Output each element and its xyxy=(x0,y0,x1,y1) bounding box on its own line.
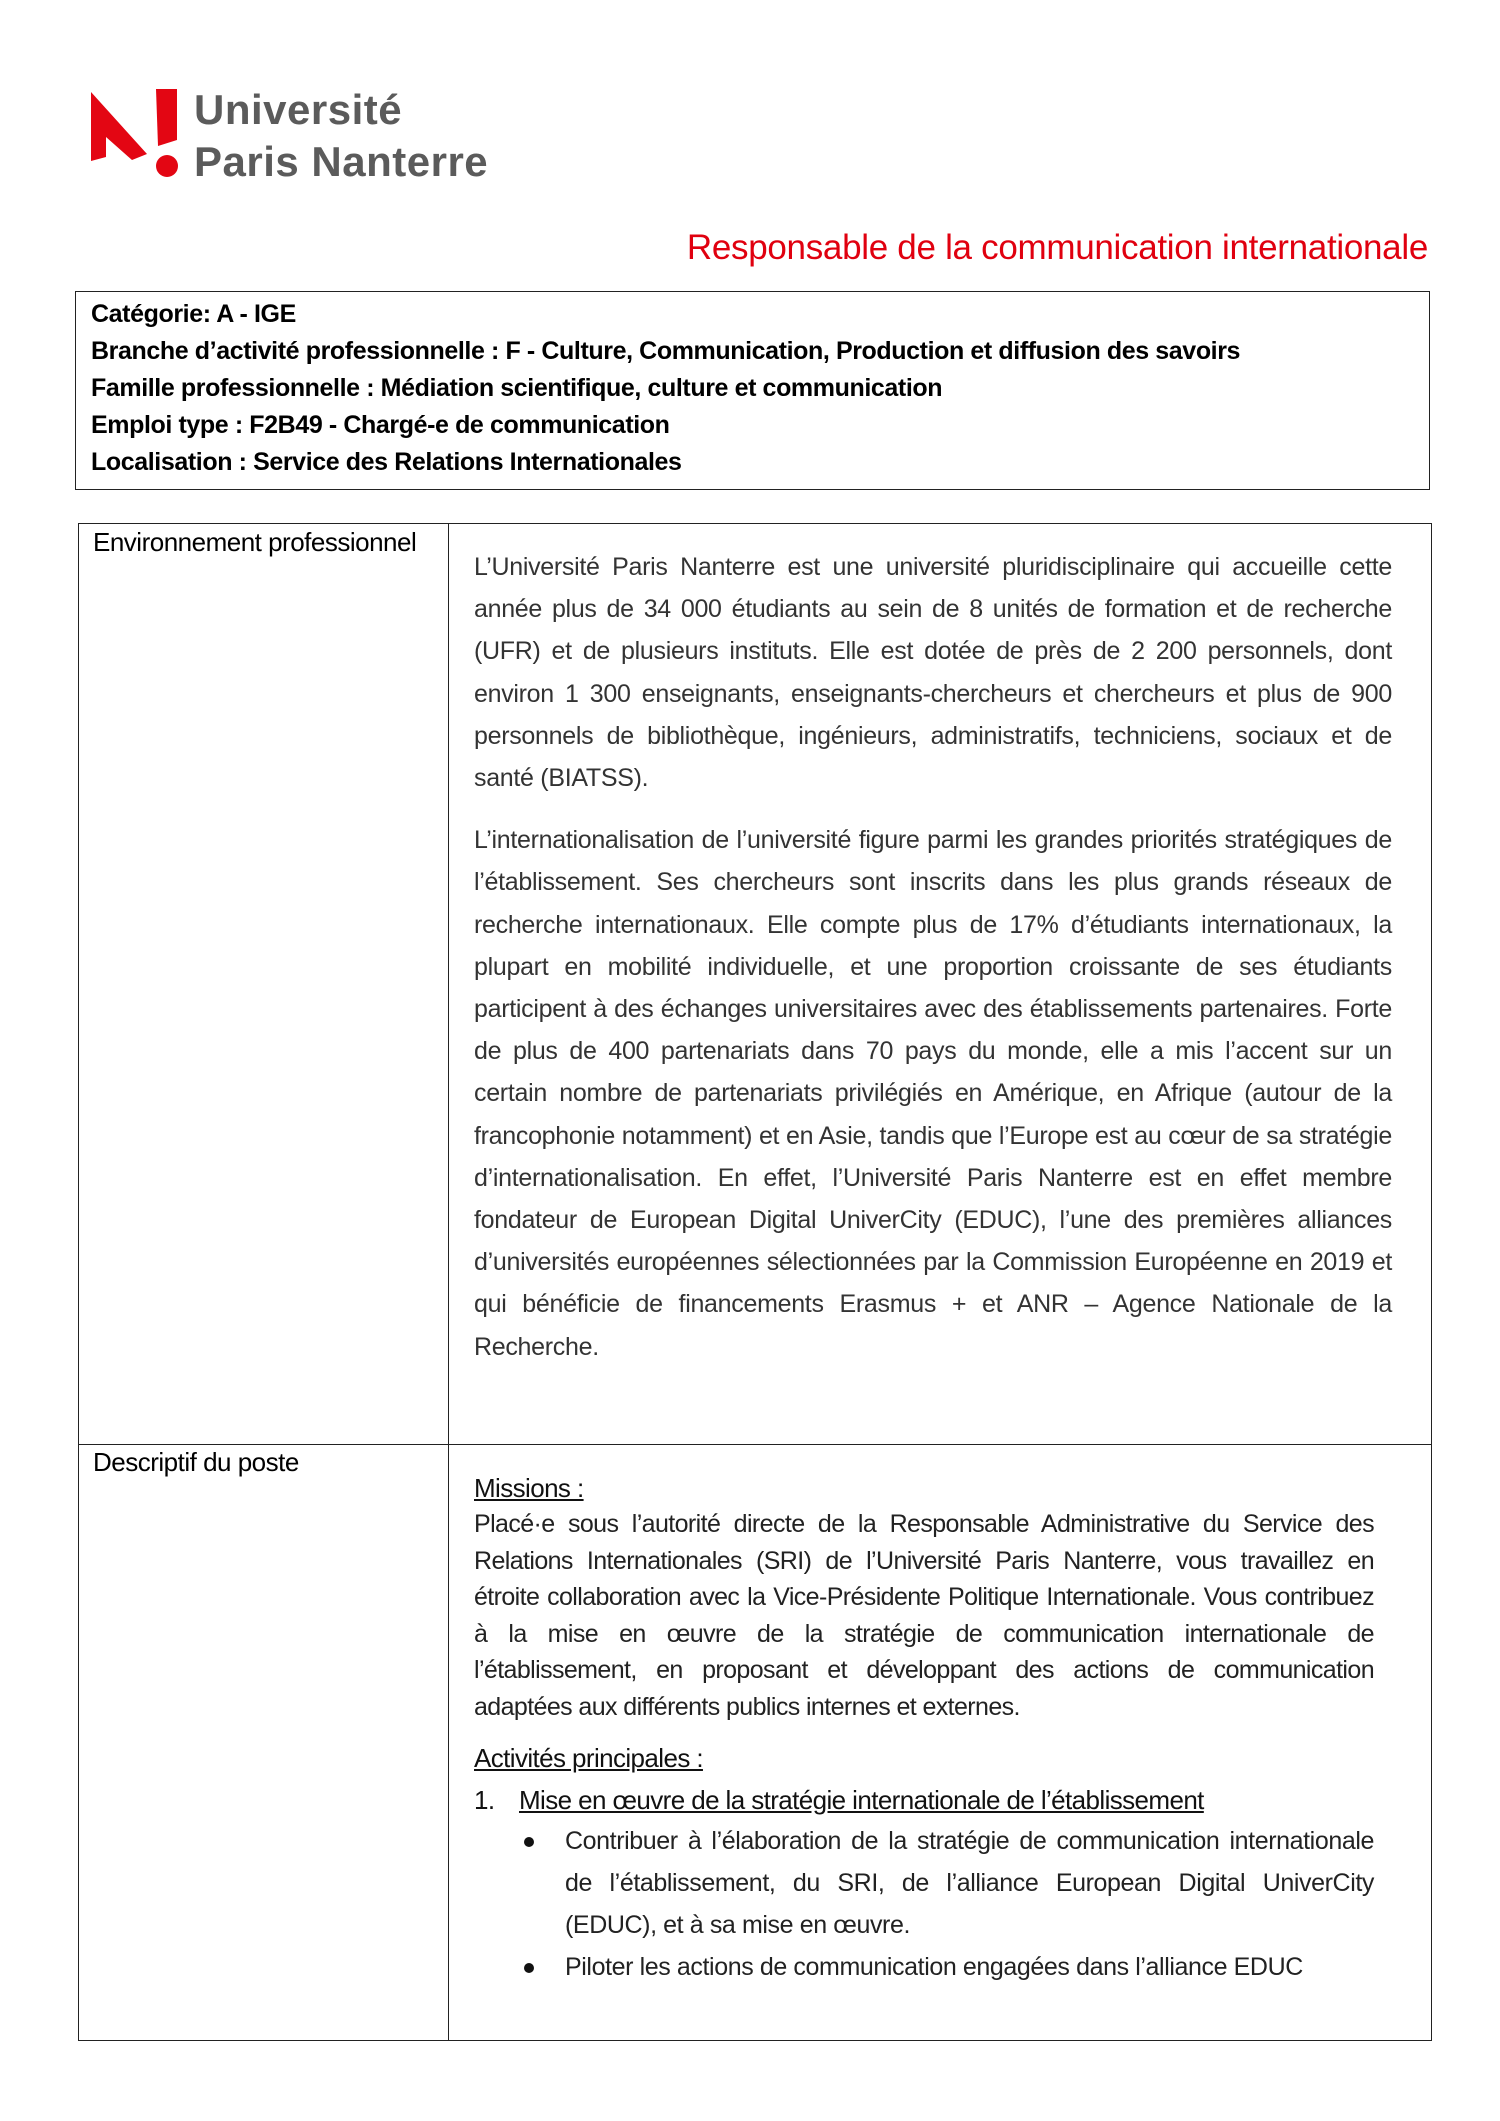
row-label-job-description: Descriptif du poste xyxy=(93,1447,299,1477)
missions-paragraph: Placé·e sous l’autorité directe de la Responsable Administrative du Service des Relations Internationales (SRI) de l’Université Paris Nanterre, vous travaillez en étroite collaboration avec la Vice-Présidente Politique Internationale. Vous contribuez à la mise en œuvre de la stratégie de communication internationale de l’établissement, en proposant et développant des actions de communication adaptées aux différents publics internes et externes. xyxy=(474,1510,1374,1721)
logo-line-2: Paris Nanterre xyxy=(194,138,489,185)
info-branch: Branche d’activité professionnelle : F - Culture, Communication, Production et diffusion des savoirs xyxy=(91,337,1241,365)
activity-bullet xyxy=(474,1820,1374,1946)
environment-paragraph-2: L’internationalisation de l’université figure parmi les grandes priorités stratégiques de l’établissement. Ses chercheurs sont inscrits dans les plus grands réseaux de recherche internationaux. Elle compte plus de 17% d’étudiants internationaux, la plupart en mobilité individuelle, et une proportion croissante de ses étudiants participent à des échanges universitaires avec des établissements partenaires. Forte de plus de 400 partenariats dans 70 pays du monde, elle a mis l’accent sur un certain nombre de partenariats privilégiés en Amérique, en Afrique (autour de la francophonie notamment) et en Asie, tandis que l’Europe est au cœur de sa stratégie d’internationalisation. En effet, l’Université Paris Nanterre est en effet membre fondateur de European Digital UniverCity (EDUC), l’une des premières alliances d’universités européennes sélectionnées par la Commission Européenne en 2019 et qui bénéficie de financements Erasmus + et ANR – Agence Nationale de la Recherche. xyxy=(474,826,1392,1361)
environment-paragraph-1: L’Université Paris Nanterre est une université pluridisciplinaire qui accueille cette année plus de 34 000 étudiants au sein de 8 unités de formation et de recherche (UFR) et de plusieurs instituts. Elle est dotée de près de 2 200 personnels, dont environ 1 300 enseignants, enseignants-chercheurs et chercheurs et plus de 900 personnels de bibliothèque, ingénieurs, administratifs, techniciens, sociaux et de santé (BIATSS). xyxy=(474,553,1392,793)
bullet-icon xyxy=(524,1837,534,1847)
info-location: Localisation : Service des Relations Internationales xyxy=(91,448,682,476)
table-row-environment xyxy=(79,524,1431,1445)
activity-bullet-list xyxy=(474,1820,1374,1988)
environment-content xyxy=(474,546,1392,1388)
activity-bullet xyxy=(474,1946,1374,1988)
missions-heading: Missions : xyxy=(474,1473,584,1503)
row-label-environment: Environnement professionnel xyxy=(93,527,417,557)
logo-line-1: Université xyxy=(194,86,403,133)
job-description-content xyxy=(474,1470,1374,1988)
job-title: Responsable de la communication internationale xyxy=(686,228,1428,267)
bullet-text: Contribuer à l’élaboration de la stratégie de communication internationale de l’établissement, du SRI, de l’alliance European Digital UniverCity (EDUC), et à sa mise en œuvre. xyxy=(565,1826,1374,1939)
activities-heading: Activités principales : xyxy=(474,1742,703,1773)
university-logo-text xyxy=(194,84,488,188)
activity-number: 1. xyxy=(474,1784,495,1815)
bullet-icon xyxy=(524,1963,534,1973)
table-row-job-description xyxy=(79,1444,1431,2040)
info-category: Catégorie: A - IGE xyxy=(91,300,296,328)
info-job-type: Emploi type : F2B49 - Chargé-e de communication xyxy=(91,411,670,439)
job-info-box xyxy=(75,291,1430,490)
activity-item-1 xyxy=(474,1780,1374,1820)
job-description-table xyxy=(78,523,1432,2041)
bullet-text: Piloter les actions de communication engagées dans l’alliance EDUC xyxy=(565,1952,1303,1981)
university-logo xyxy=(88,86,528,186)
university-logo-mark-icon xyxy=(88,86,188,186)
activity-title: Mise en œuvre de la stratégie internationale de l’établissement xyxy=(519,1784,1204,1815)
info-family: Famille professionnelle : Médiation scientifique, culture et communication xyxy=(91,374,943,402)
